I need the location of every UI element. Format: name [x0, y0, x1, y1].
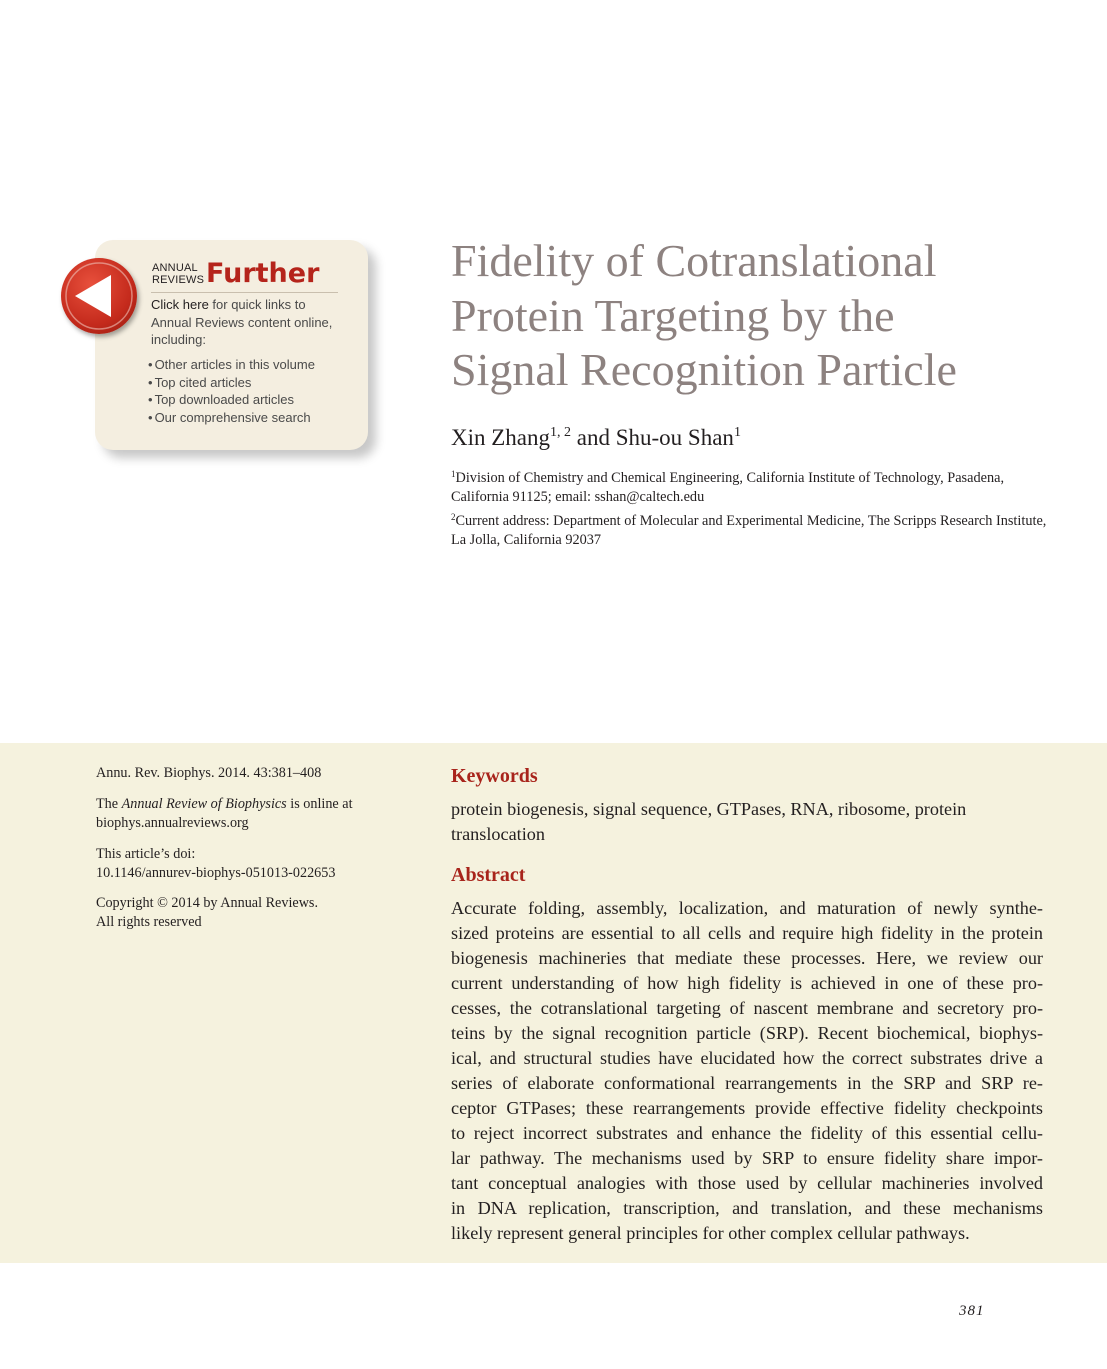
- online-note: [96, 795, 396, 833]
- abstract-line: likely represent general principles for other complex cellular pathways.: [451, 1223, 970, 1243]
- affiliation-2: [451, 512, 1061, 550]
- author-conjunction: and: [571, 425, 616, 450]
- abstract-line: tant conceptual analogies with those used by cellular machineries involved: [451, 1173, 1043, 1193]
- affiliation-2-mark: 2: [451, 512, 456, 522]
- abstract-heading: Abstract: [451, 864, 526, 886]
- keywords-heading: Keywords: [451, 765, 538, 787]
- further-logo: [152, 258, 338, 292]
- abstract-line: in DNA replication, transcription, and translation, and these mechanisms: [451, 1198, 1043, 1218]
- copyright: Copyright © 2014 by Annual Reviews.: [96, 895, 319, 911]
- journal-name: Annual Review of Biophysics: [121, 796, 287, 812]
- author-1-affil: 1, 2: [550, 425, 572, 440]
- title-line-3: Signal Recognition Particle: [451, 344, 957, 395]
- affiliation-1: [451, 469, 1061, 507]
- further-label: Further: [206, 258, 320, 289]
- reviews-label: REVIEWS: [152, 274, 205, 286]
- abstract-line: series of elaborate conformational rearrangements in the SRP and SRP re-: [451, 1073, 1043, 1093]
- keywords-text: protein biogenesis, signal sequence, GTPases, RNA, ribosome, protein translocation: [451, 799, 967, 844]
- abstract-line: teins by the signal recognition particle (SRP). Recent biochemical, biophys-: [451, 1023, 1043, 1043]
- further-divider: [151, 292, 338, 293]
- further-links-list: [148, 356, 315, 426]
- further-link-top-cited[interactable]: • Top cited articles: [148, 374, 315, 392]
- doi-block: [96, 845, 396, 883]
- author-2-affil: 1: [733, 425, 741, 440]
- online-pre: The: [96, 796, 122, 812]
- annual-label: ANNUAL: [152, 262, 198, 274]
- title-line-1: Fidelity of Cotranslational: [451, 235, 937, 286]
- author-2: Shu-ou Shan: [615, 425, 734, 450]
- online-post: is online at biophys.annualreviews.org: [96, 796, 353, 831]
- page-number: 381: [959, 1303, 985, 1319]
- abstract-line: to reject incorrect substrates and enhance the fidelity of this essential cellu-: [451, 1123, 1043, 1143]
- abstract-line: ceptor GTPases; these rearrangements provide effective fidelity checkpoints: [451, 1098, 1043, 1118]
- affiliation-1-text: Division of Chemistry and Chemical Engineering, California Institute of Technology, Pasadena, California 91125; email: sshan@caltech.edu: [451, 470, 1005, 505]
- copyright-block: [96, 894, 396, 932]
- authors: [451, 423, 741, 453]
- abstract-line: biogenesis machineries that mediate these processes. Here, we review our: [451, 948, 1043, 968]
- doi-value[interactable]: 10.1146/annurev-biophys-051013-022653: [96, 865, 336, 881]
- citation: Annu. Rev. Biophys. 2014. 43:381–408: [96, 765, 322, 781]
- abstract-line: Accurate folding, assembly, localization, and maturation of newly synthe-: [451, 898, 1043, 918]
- further-link-other-articles[interactable]: • Other articles in this volume: [148, 356, 315, 374]
- abstract-line: current understanding of how high fidelity is achieved in one of these pro-: [451, 973, 1043, 993]
- affiliation-2-text: Current address: Department of Molecular and Experimental Medicine, The Scripps Research Institute, La Jolla, California 92037: [451, 513, 1047, 548]
- further-description: [151, 296, 346, 349]
- back-arrow-icon[interactable]: [61, 258, 137, 334]
- affiliation-1-mark: 1: [451, 469, 456, 479]
- further-link-top-downloaded[interactable]: • Top downloaded articles: [148, 391, 315, 409]
- abstract-line: lar pathway. The mechanisms used by SRP to ensure fidelity share impor-: [451, 1148, 1043, 1168]
- abstract-line: cesses, the cotranslational targeting of nascent membrane and secretory pro-: [451, 998, 1043, 1018]
- doi-label: This article’s doi:: [96, 846, 196, 862]
- abstract-line: sized proteins are essential to all cells and require high fidelity in the protein: [451, 923, 1043, 943]
- title-line-2: Protein Targeting by the: [451, 289, 895, 341]
- rights: All rights reserved: [96, 914, 202, 930]
- abstract-body: [451, 896, 1043, 1246]
- article-title: [451, 234, 1051, 398]
- further-link-search[interactable]: • Our comprehensive search: [148, 409, 315, 427]
- further-description-text: for quick links to Annual Reviews content online, including:: [151, 297, 333, 347]
- abstract-line: ical, and structural studies have elucidated how the correct substrates drive a: [451, 1048, 1043, 1068]
- author-1: Xin Zhang: [451, 425, 551, 450]
- click-here-link[interactable]: Click here: [151, 297, 209, 312]
